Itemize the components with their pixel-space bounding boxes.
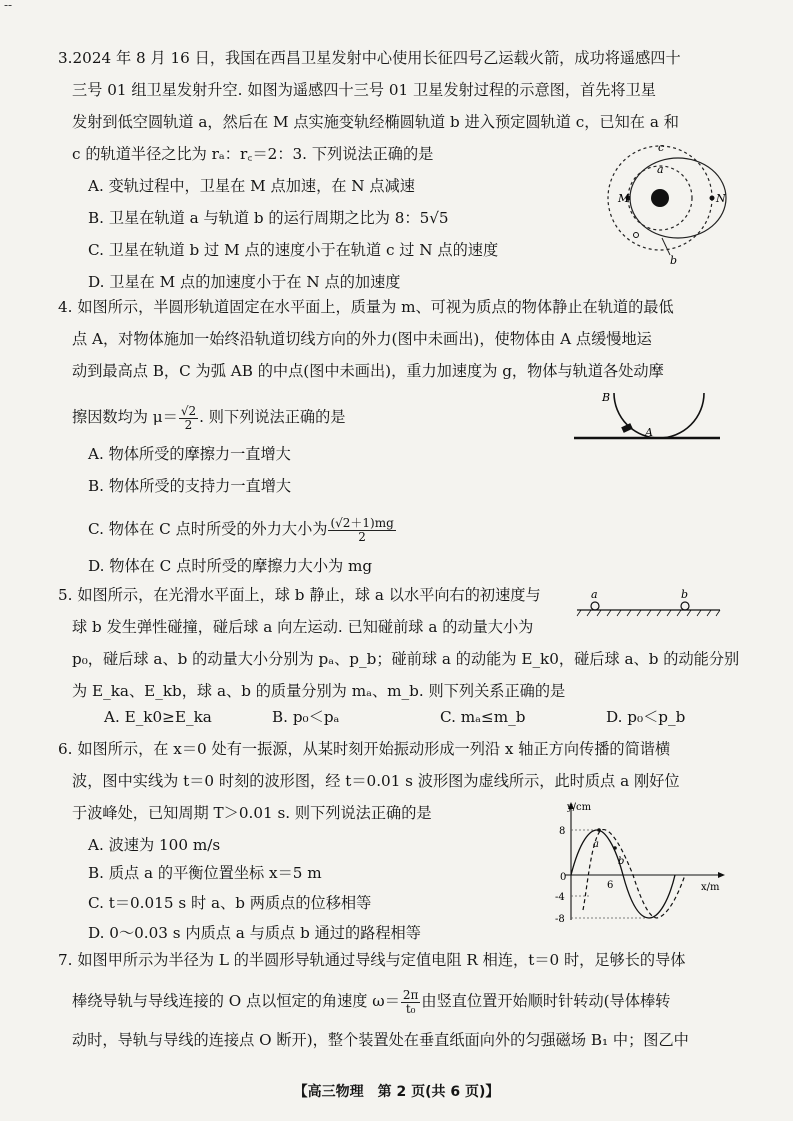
- omega-numerator: 2π: [402, 987, 419, 1002]
- q6-option-d: D. 0～0.03 s 内质点 a 与质点 b 通过的路程相等: [88, 924, 421, 942]
- y-tick-8: 8: [559, 826, 566, 837]
- semicircle-track: [614, 393, 704, 438]
- q6-option-a: A. 波速为 100 m/s: [88, 836, 221, 854]
- q5-stem-line: 球 b 发生弹性碰撞，碰后球 a 向左运动. 已知碰前球 a 的动量大小为: [72, 618, 534, 636]
- label-b: b: [670, 254, 678, 267]
- q7-line-2: [72, 984, 670, 1018]
- q5-option-b: B. p₀＜pₐ: [272, 708, 340, 726]
- q6-stem-line: 6. 如图所示，在 x＝0 处有一振源，从某时刻开始振动形成一列沿 x 轴正方向传播的简谐横: [58, 740, 671, 758]
- ball-a: [591, 602, 599, 610]
- q6-option-b: B. 质点 a 的平衡位置坐标 x＝5 m: [88, 864, 322, 882]
- y-tick-minus8: -8: [555, 914, 565, 925]
- q5-option-d: D. p₀＜p_b: [606, 708, 686, 726]
- q5-stem-line: 为 E_ka、E_kb，球 a、b 的质量分别为 mₐ、m_b. 则下列关系正确的是: [72, 682, 566, 700]
- q4-option-a: A. 物体所受的摩擦力一直增大: [88, 445, 291, 463]
- q3-stem-line: c 的轨道半径之比为 rₐ：r꜀＝2：3. 下列说法正确的是: [72, 145, 434, 163]
- semicircle-track-diagram: [570, 385, 730, 445]
- mu-suffix: . 则下列说法正确的是: [199, 408, 346, 426]
- q4-option-c-denominator: 2: [358, 529, 366, 544]
- earth-icon: [651, 189, 669, 207]
- q6-stem-line: 于波峰处，已知周期 T＞0.01 s. 则下列说法正确的是: [72, 804, 432, 822]
- q4-option-b: B. 物体所受的支持力一直增大: [88, 477, 292, 495]
- q3-stem-line: 三号 01 组卫星发射升空. 如图为遥感四十三号 01 卫星发射过程的示意图，首先将卫星: [72, 81, 656, 99]
- mu-prefix: 擦因数均为 μ＝: [72, 408, 178, 426]
- orbit-b-pointer: [662, 238, 670, 255]
- wave-graph: [545, 800, 730, 930]
- q5-option-c: C. mₐ≤m_b: [440, 708, 526, 726]
- label-ball-b: b: [681, 588, 689, 601]
- q3-stem-line: 发射到低空圆轨道 a，然后在 M 点实施变轨经椭圆轨道 b 进入预定圆轨道 c，已知在 a 和: [72, 113, 679, 131]
- corner-mark: --: [4, 0, 13, 12]
- omega-denominator: t₀: [405, 1001, 416, 1016]
- mu-denominator: 2: [184, 417, 193, 432]
- label-a: a: [657, 163, 664, 176]
- label-b-point: B: [602, 391, 611, 404]
- q4-stem-line: 4. 如图所示，半圆形轨道固定在水平面上，质量为 m、可视为质点的物体静止在轨道的最低: [58, 298, 674, 316]
- q5-stem-line: 5. 如图所示，在光滑水平面上，球 b 静止，球 a 以水平向右的初速度与: [58, 586, 541, 604]
- point-n: [710, 196, 715, 201]
- q7-line-3: 动时，导轨与导线的连接点 O 断开)，整个装置处在垂直纸面向外的匀强磁场 B₁ 中；图乙中: [72, 1031, 689, 1049]
- point-a-marker: [597, 828, 601, 832]
- collision-diagram: [575, 588, 725, 622]
- label-wave-a: a: [593, 839, 599, 850]
- q6-stem-line: 波，图中实线为 t＝0 时刻的波形图，经 t＝0.01 s 波形图为虚线所示，此时质点 a 刚好位: [72, 772, 680, 790]
- q7-line-2-prefix: 棒绕导轨与导线连接的 O 点以恒定的角速度 ω＝: [72, 992, 400, 1010]
- q7-line-1: 7. 如图甲所示为半径为 L 的半圆形导轨通过导线与定值电阻 R 相连，t＝0 时，足够长的导体: [58, 951, 686, 969]
- label-a-point: A: [645, 426, 653, 439]
- q4-option-c-prefix: C. 物体在 C 点时所受的外力大小为: [88, 520, 328, 538]
- label-ball-a: a: [591, 588, 598, 601]
- orbit-diagram: [600, 140, 760, 270]
- q4-option-d: D. 物体在 C 点时所受的摩擦力大小为 mg: [88, 557, 373, 575]
- label-c: c: [658, 141, 665, 154]
- q4-option-c-numerator: (√2＋1)mg: [330, 515, 394, 530]
- origin-label: 0: [560, 872, 567, 883]
- x-axis-label: x/m: [701, 882, 720, 893]
- q3-option-d: D. 卫星在 M 点的加速度小于在 N 点的加速度: [88, 273, 401, 291]
- q4-option-c-fraction: [328, 517, 395, 544]
- mu-numerator: √2: [180, 403, 197, 418]
- label-m: M: [618, 192, 630, 205]
- y-axis-label: y/cm: [567, 802, 592, 813]
- label-n: N: [716, 192, 726, 205]
- q4-stem-line: 动到最高点 B，C 为弧 AB 的中点(图中未画出)，重力加速度为 g，物体与轨道各处动摩: [72, 362, 664, 380]
- omega-fraction: [401, 989, 421, 1016]
- q7-line-2-suffix: 由竖直位置开始顺时针转动(导体棒转: [421, 992, 671, 1010]
- mu-fraction: [179, 405, 198, 432]
- q3-option-c: C. 卫星在轨道 b 过 M 点的速度小于在轨道 c 过 N 点的速度: [88, 241, 499, 259]
- q3-stem-line: 3.2024 年 8 月 16 日，我国在西昌卫星发射中心使用长征四号乙运载火箭，成功将遥感四十: [58, 49, 681, 67]
- page-footer: 【高三物理 第 2 页(共 6 页)】: [293, 1084, 500, 1100]
- q4-stem-line-mu: [72, 400, 345, 434]
- ground-hatch: [577, 610, 720, 616]
- q4-stem-line: 点 A，对物体施加一始终沿轨道切线方向的外力(图中未画出)，使物体由 A 点缓慢地运: [72, 330, 652, 348]
- x-axis-arrow: [718, 872, 725, 878]
- x-tick-6: 6: [607, 880, 614, 891]
- y-tick-minus4: -4: [555, 892, 565, 903]
- q3-option-b: B. 卫星在轨道 a 与轨道 b 的运行周期之比为 8：5√5: [88, 209, 449, 227]
- q3-option-a: A. 变轨过程中，卫星在 M 点加速，在 N 点减速: [88, 177, 415, 195]
- q6-option-c: C. t＝0.015 s 时 a、b 两质点的位移相等: [88, 894, 372, 912]
- point-b-marker: [613, 846, 617, 850]
- q5-stem-line: p₀，碰后球 a、b 的动量大小分别为 pₐ、p_b；碰前球 a 的动能为 E_k0，碰后球 a、b 的动能分别: [72, 650, 740, 668]
- satellite-icon: [634, 233, 639, 238]
- ball-b: [681, 602, 689, 610]
- q5-option-a: A. E_k0≥E_ka: [104, 708, 212, 726]
- solid-wave-t0: [571, 830, 675, 918]
- label-wave-b: b: [618, 856, 625, 867]
- q4-option-c: [88, 512, 397, 546]
